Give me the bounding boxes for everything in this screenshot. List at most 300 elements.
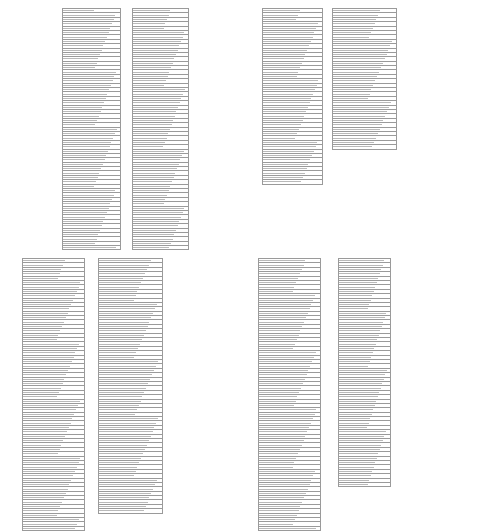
text-placeholder-line bbox=[339, 392, 379, 393]
text-placeholder-line bbox=[259, 300, 313, 301]
text-placeholder-line bbox=[23, 287, 79, 288]
text-placeholder-line bbox=[339, 278, 378, 279]
text-placeholder-line bbox=[259, 330, 300, 331]
table-row bbox=[339, 483, 391, 487]
text-placeholder-line bbox=[133, 181, 172, 182]
text-placeholder-line bbox=[63, 72, 116, 73]
text-placeholder-line bbox=[333, 58, 385, 59]
text-placeholder-line bbox=[339, 291, 374, 292]
text-placeholder-line bbox=[339, 361, 370, 362]
text-placeholder-line bbox=[23, 291, 77, 292]
text-placeholder-line bbox=[263, 181, 301, 182]
text-placeholder-line bbox=[263, 32, 314, 33]
text-placeholder-line bbox=[259, 357, 314, 358]
text-placeholder-line bbox=[263, 107, 308, 108]
text-placeholder-line bbox=[99, 502, 148, 503]
text-placeholder-line bbox=[23, 515, 57, 516]
text-placeholder-line bbox=[63, 195, 114, 196]
text-placeholder-line bbox=[63, 208, 109, 209]
text-placeholder-line bbox=[133, 221, 179, 222]
text-placeholder-line bbox=[99, 436, 151, 437]
text-placeholder-line bbox=[133, 58, 174, 59]
page-1 bbox=[0, 0, 250, 250]
page-3-column-2 bbox=[98, 258, 163, 514]
text-placeholder-line bbox=[259, 427, 309, 428]
text-placeholder-line bbox=[333, 67, 381, 68]
text-placeholder-line bbox=[23, 449, 60, 450]
text-placeholder-line bbox=[333, 15, 378, 16]
page-4-column-1 bbox=[258, 258, 321, 531]
text-placeholder-line bbox=[23, 405, 78, 406]
text-placeholder-line bbox=[259, 462, 294, 463]
text-placeholder-line bbox=[259, 418, 313, 419]
text-placeholder-line bbox=[133, 124, 172, 125]
text-placeholder-line bbox=[339, 370, 387, 371]
page-3-number bbox=[120, 488, 128, 492]
text-placeholder-line bbox=[99, 344, 140, 345]
text-placeholder-line bbox=[99, 458, 141, 459]
text-placeholder-line bbox=[133, 45, 179, 46]
text-placeholder-line bbox=[99, 475, 134, 476]
text-placeholder-line bbox=[23, 431, 67, 432]
text-placeholder-line bbox=[99, 423, 156, 424]
text-placeholder-line bbox=[339, 436, 384, 437]
text-placeholder-line bbox=[259, 506, 300, 507]
text-placeholder-line bbox=[63, 58, 98, 59]
text-placeholder-line bbox=[99, 295, 136, 296]
text-placeholder-line bbox=[339, 273, 380, 274]
text-placeholder-line bbox=[23, 269, 61, 270]
text-placeholder-line bbox=[63, 247, 116, 248]
text-placeholder-line bbox=[259, 308, 310, 309]
text-placeholder-line bbox=[99, 449, 145, 450]
text-placeholder-line bbox=[259, 374, 307, 375]
text-placeholder-line bbox=[259, 515, 297, 516]
text-placeholder-line bbox=[333, 98, 368, 99]
text-placeholder-line bbox=[99, 322, 149, 323]
text-placeholder-line bbox=[133, 23, 165, 24]
text-placeholder-line bbox=[263, 50, 307, 51]
text-placeholder-line bbox=[99, 260, 151, 261]
page-1-column-2 bbox=[132, 8, 189, 264]
text-placeholder-line bbox=[259, 379, 305, 380]
text-placeholder-line bbox=[63, 107, 102, 108]
text-placeholder-line bbox=[23, 475, 73, 476]
text-placeholder-line bbox=[263, 94, 313, 95]
text-placeholder-line bbox=[333, 10, 380, 11]
text-placeholder-line bbox=[133, 186, 170, 187]
text-placeholder-line bbox=[259, 260, 305, 261]
text-placeholder-line bbox=[99, 392, 144, 393]
text-placeholder-line bbox=[263, 37, 313, 38]
text-placeholder-line bbox=[23, 436, 65, 437]
text-placeholder-line bbox=[99, 401, 141, 402]
text-placeholder-line bbox=[63, 23, 112, 24]
text-placeholder-line bbox=[99, 379, 150, 380]
text-placeholder-line bbox=[259, 326, 302, 327]
text-placeholder-line bbox=[263, 146, 316, 147]
page-1-column-1 bbox=[62, 8, 121, 264]
text-placeholder-line bbox=[333, 102, 391, 103]
text-placeholder-line bbox=[23, 506, 60, 507]
text-placeholder-line bbox=[263, 155, 312, 156]
text-placeholder-line bbox=[333, 111, 387, 112]
text-placeholder-line bbox=[23, 396, 57, 397]
text-placeholder-line bbox=[339, 374, 385, 375]
text-placeholder-line bbox=[99, 383, 148, 384]
text-placeholder-line bbox=[63, 124, 95, 125]
text-placeholder-line bbox=[259, 405, 294, 406]
text-placeholder-line bbox=[263, 23, 318, 24]
text-placeholder-line bbox=[339, 366, 368, 367]
text-placeholder-line bbox=[263, 41, 311, 42]
text-placeholder-line bbox=[263, 67, 300, 68]
text-placeholder-line bbox=[333, 41, 392, 42]
text-placeholder-line bbox=[63, 67, 95, 68]
text-placeholder-line bbox=[339, 300, 371, 301]
text-placeholder-line bbox=[263, 72, 298, 73]
text-placeholder-line bbox=[259, 361, 312, 362]
text-placeholder-line bbox=[133, 32, 184, 33]
text-placeholder-line bbox=[23, 392, 59, 393]
text-placeholder-line bbox=[333, 85, 373, 86]
text-placeholder-line bbox=[133, 41, 181, 42]
text-placeholder-line bbox=[23, 357, 74, 358]
text-placeholder-line bbox=[263, 45, 309, 46]
text-placeholder-line bbox=[339, 388, 381, 389]
text-placeholder-line bbox=[333, 129, 380, 130]
text-placeholder-line bbox=[259, 484, 310, 485]
text-placeholder-line bbox=[133, 164, 179, 165]
text-placeholder-line bbox=[63, 243, 95, 244]
text-placeholder-line bbox=[263, 164, 308, 165]
text-placeholder-line bbox=[63, 239, 97, 240]
page-4-number bbox=[482, 488, 490, 492]
text-placeholder-line bbox=[99, 480, 157, 481]
text-placeholder-line bbox=[133, 76, 168, 77]
text-placeholder-line bbox=[263, 116, 304, 117]
text-placeholder-line bbox=[63, 120, 97, 121]
text-placeholder-line bbox=[99, 374, 152, 375]
text-placeholder-line bbox=[339, 431, 386, 432]
text-placeholder-line bbox=[133, 98, 181, 99]
table-row bbox=[99, 509, 163, 513]
text-placeholder-line bbox=[23, 304, 71, 305]
text-placeholder-line bbox=[333, 45, 390, 46]
text-placeholder-line bbox=[63, 37, 107, 38]
text-placeholder-line bbox=[259, 409, 316, 410]
text-placeholder-line bbox=[63, 54, 100, 55]
text-placeholder-line bbox=[63, 138, 113, 139]
text-placeholder-line bbox=[339, 330, 380, 331]
text-placeholder-line bbox=[133, 243, 171, 244]
text-placeholder-line bbox=[23, 379, 64, 380]
text-placeholder-line bbox=[99, 361, 158, 362]
text-placeholder-line bbox=[99, 313, 153, 314]
text-placeholder-line bbox=[133, 173, 175, 174]
text-placeholder-line bbox=[263, 151, 314, 152]
text-placeholder-line bbox=[23, 484, 69, 485]
page-3 bbox=[0, 250, 250, 500]
text-placeholder-line bbox=[23, 330, 60, 331]
text-placeholder-line bbox=[23, 524, 77, 525]
text-placeholder-line bbox=[23, 510, 58, 511]
text-placeholder-line bbox=[63, 28, 110, 29]
text-placeholder-line bbox=[63, 45, 103, 46]
text-placeholder-line bbox=[63, 212, 107, 213]
text-placeholder-line bbox=[23, 295, 75, 296]
text-placeholder-line bbox=[63, 89, 109, 90]
text-placeholder-line bbox=[99, 308, 155, 309]
text-placeholder-line bbox=[23, 374, 66, 375]
text-placeholder-line bbox=[133, 80, 166, 81]
text-placeholder-line bbox=[133, 94, 183, 95]
page-4-column-2 bbox=[338, 258, 391, 487]
text-placeholder-line bbox=[99, 418, 158, 419]
text-placeholder-line bbox=[133, 63, 173, 64]
text-placeholder-line bbox=[263, 10, 300, 11]
text-placeholder-line bbox=[23, 489, 68, 490]
text-placeholder-line bbox=[259, 278, 298, 279]
text-placeholder-line bbox=[263, 54, 305, 55]
text-placeholder-line bbox=[23, 383, 63, 384]
text-placeholder-line bbox=[133, 19, 167, 20]
text-placeholder-line bbox=[339, 449, 380, 450]
text-placeholder-line bbox=[259, 339, 297, 340]
text-placeholder-line bbox=[263, 15, 298, 16]
text-placeholder-line bbox=[99, 335, 144, 336]
text-placeholder-line bbox=[259, 322, 304, 323]
text-placeholder-line bbox=[339, 352, 373, 353]
text-placeholder-line bbox=[339, 414, 372, 415]
text-placeholder-line bbox=[133, 159, 180, 160]
text-placeholder-line bbox=[263, 168, 307, 169]
text-placeholder-line bbox=[99, 287, 139, 288]
text-placeholder-line bbox=[333, 124, 382, 125]
text-placeholder-line bbox=[339, 409, 373, 410]
text-placeholder-line bbox=[23, 361, 72, 362]
text-placeholder-line bbox=[133, 212, 183, 213]
text-placeholder-line bbox=[333, 19, 376, 20]
text-placeholder-line bbox=[263, 63, 302, 64]
text-placeholder-line bbox=[99, 462, 139, 463]
text-placeholder-line bbox=[133, 190, 169, 191]
text-placeholder-line bbox=[99, 427, 154, 428]
text-placeholder-line bbox=[63, 80, 113, 81]
text-placeholder-line bbox=[63, 63, 97, 64]
text-placeholder-line bbox=[99, 330, 146, 331]
text-placeholder-line bbox=[259, 528, 316, 529]
text-placeholder-line bbox=[99, 265, 149, 266]
text-placeholder-line bbox=[333, 138, 376, 139]
text-placeholder-line bbox=[259, 388, 301, 389]
text-placeholder-line bbox=[133, 234, 174, 235]
text-placeholder-line bbox=[339, 335, 379, 336]
text-placeholder-line bbox=[133, 142, 165, 143]
text-placeholder-line bbox=[63, 225, 102, 226]
text-placeholder-line bbox=[63, 177, 98, 178]
text-placeholder-line bbox=[99, 348, 138, 349]
text-placeholder-line bbox=[259, 453, 298, 454]
text-placeholder-line bbox=[259, 431, 307, 432]
text-placeholder-line bbox=[99, 506, 146, 507]
text-placeholder-line bbox=[259, 502, 302, 503]
page-1-number bbox=[236, 236, 244, 240]
text-placeholder-line bbox=[259, 401, 296, 402]
text-placeholder-line bbox=[339, 383, 382, 384]
table-row bbox=[259, 527, 321, 531]
text-placeholder-line bbox=[339, 453, 378, 454]
text-placeholder-line bbox=[23, 278, 58, 279]
text-placeholder-line bbox=[333, 54, 387, 55]
text-placeholder-line bbox=[339, 348, 374, 349]
text-placeholder-line bbox=[259, 467, 293, 468]
text-placeholder-line bbox=[263, 129, 299, 130]
text-placeholder-line bbox=[133, 146, 163, 147]
text-placeholder-line bbox=[63, 155, 106, 156]
text-placeholder-line bbox=[23, 440, 63, 441]
text-placeholder-line bbox=[63, 234, 98, 235]
text-placeholder-line bbox=[259, 396, 297, 397]
text-placeholder-line bbox=[263, 159, 310, 160]
text-placeholder-line bbox=[133, 151, 184, 152]
text-placeholder-line bbox=[133, 50, 178, 51]
text-placeholder-line bbox=[133, 133, 168, 134]
text-placeholder-line bbox=[133, 195, 167, 196]
text-placeholder-line bbox=[99, 396, 142, 397]
text-placeholder-line bbox=[63, 203, 110, 204]
text-placeholder-line bbox=[259, 436, 305, 437]
text-placeholder-line bbox=[23, 352, 75, 353]
text-placeholder-line bbox=[23, 480, 71, 481]
text-placeholder-line bbox=[259, 304, 311, 305]
text-placeholder-line bbox=[263, 120, 303, 121]
text-placeholder-line bbox=[133, 203, 164, 204]
text-placeholder-line bbox=[23, 502, 62, 503]
text-placeholder-line bbox=[259, 383, 303, 384]
text-placeholder-line bbox=[99, 352, 136, 353]
text-placeholder-line bbox=[23, 308, 69, 309]
text-placeholder-line bbox=[23, 344, 79, 345]
text-placeholder-line bbox=[23, 388, 61, 389]
text-placeholder-line bbox=[263, 89, 315, 90]
text-placeholder-line bbox=[333, 133, 378, 134]
text-placeholder-line bbox=[63, 50, 102, 51]
text-placeholder-line bbox=[259, 489, 308, 490]
text-placeholder-line bbox=[99, 497, 149, 498]
text-placeholder-line bbox=[339, 480, 369, 481]
text-placeholder-line bbox=[339, 313, 386, 314]
text-placeholder-line bbox=[133, 54, 176, 55]
text-placeholder-line bbox=[133, 217, 181, 218]
text-placeholder-line bbox=[63, 217, 105, 218]
text-placeholder-line bbox=[99, 357, 134, 358]
text-placeholder-line bbox=[263, 80, 318, 81]
text-placeholder-line bbox=[259, 366, 310, 367]
text-placeholder-line bbox=[259, 471, 315, 472]
text-placeholder-line bbox=[259, 414, 315, 415]
text-placeholder-line bbox=[339, 269, 381, 270]
text-placeholder-line bbox=[259, 475, 313, 476]
text-placeholder-line bbox=[259, 510, 299, 511]
text-placeholder-line bbox=[339, 445, 381, 446]
text-placeholder-line bbox=[133, 67, 171, 68]
text-placeholder-line bbox=[339, 326, 382, 327]
text-placeholder-line bbox=[263, 173, 305, 174]
text-placeholder-line bbox=[259, 519, 295, 520]
text-placeholder-line bbox=[263, 76, 297, 77]
text-placeholder-line bbox=[259, 273, 300, 274]
text-placeholder-line bbox=[99, 366, 156, 367]
text-placeholder-line bbox=[23, 300, 73, 301]
text-placeholder-line bbox=[259, 493, 306, 494]
text-placeholder-line bbox=[63, 41, 105, 42]
text-placeholder-line bbox=[63, 116, 99, 117]
text-placeholder-line bbox=[63, 15, 115, 16]
text-placeholder-line bbox=[333, 146, 372, 147]
text-placeholder-line bbox=[99, 409, 137, 410]
text-placeholder-line bbox=[263, 111, 306, 112]
text-placeholder-line bbox=[263, 58, 304, 59]
text-placeholder-line bbox=[99, 510, 144, 511]
text-placeholder-line bbox=[339, 475, 371, 476]
text-placeholder-line bbox=[259, 370, 308, 371]
text-placeholder-line bbox=[339, 344, 376, 345]
text-placeholder-line bbox=[259, 291, 293, 292]
text-placeholder-line bbox=[259, 480, 311, 481]
text-placeholder-line bbox=[333, 72, 379, 73]
text-placeholder-line bbox=[339, 401, 376, 402]
text-placeholder-line bbox=[133, 37, 183, 38]
text-placeholder-line bbox=[63, 159, 105, 160]
text-placeholder-line bbox=[99, 278, 143, 279]
table-row bbox=[333, 145, 397, 149]
text-placeholder-line bbox=[23, 462, 79, 463]
text-placeholder-line bbox=[23, 414, 74, 415]
text-placeholder-line bbox=[23, 260, 65, 261]
text-placeholder-line bbox=[333, 94, 370, 95]
text-placeholder-line bbox=[339, 458, 377, 459]
text-placeholder-line bbox=[99, 431, 153, 432]
text-placeholder-line bbox=[23, 493, 66, 494]
text-placeholder-line bbox=[339, 287, 375, 288]
text-placeholder-line bbox=[63, 181, 96, 182]
text-placeholder-line bbox=[259, 445, 302, 446]
text-placeholder-line bbox=[133, 120, 173, 121]
text-placeholder-line bbox=[339, 260, 384, 261]
text-placeholder-line bbox=[99, 339, 142, 340]
text-placeholder-line bbox=[63, 10, 94, 11]
text-placeholder-line bbox=[339, 405, 375, 406]
text-placeholder-line bbox=[339, 471, 372, 472]
text-placeholder-line bbox=[133, 10, 170, 11]
text-placeholder-line bbox=[23, 282, 80, 283]
text-placeholder-line bbox=[133, 111, 176, 112]
text-placeholder-line bbox=[263, 142, 317, 143]
page-2-number bbox=[482, 232, 490, 236]
text-placeholder-line bbox=[259, 269, 302, 270]
text-placeholder-line bbox=[63, 151, 108, 152]
text-placeholder-line bbox=[99, 269, 147, 270]
text-placeholder-line bbox=[333, 63, 383, 64]
text-placeholder-line bbox=[99, 440, 149, 441]
text-placeholder-line bbox=[333, 50, 388, 51]
text-placeholder-line bbox=[23, 326, 62, 327]
text-placeholder-line bbox=[259, 313, 308, 314]
text-placeholder-line bbox=[339, 322, 383, 323]
text-placeholder-line bbox=[99, 291, 137, 292]
text-placeholder-line bbox=[133, 102, 180, 103]
